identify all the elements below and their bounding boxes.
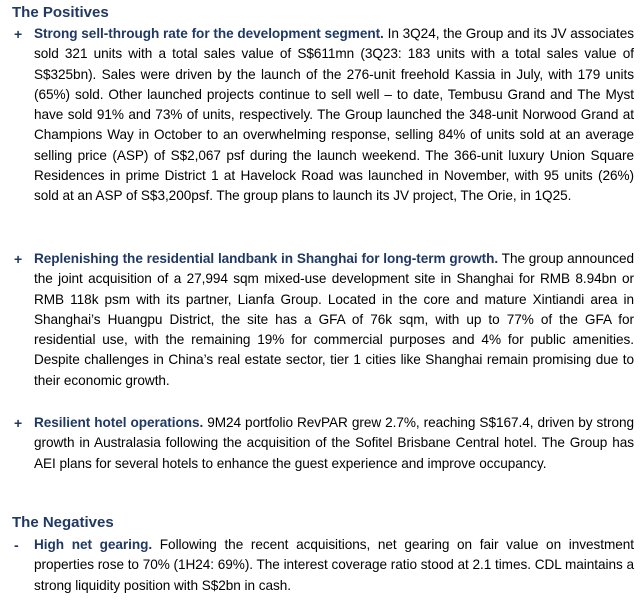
positive-item-lead: Replenishing the residential landbank in Shanghai for long-term growth. bbox=[34, 251, 499, 266]
positive-item-hotel bbox=[12, 413, 634, 474]
negative-item-gearing bbox=[12, 535, 634, 596]
plus-bullet: + bbox=[14, 251, 23, 267]
negative-item-body: Following the recent acquisitions, net gearing on fair value on investment properties rose to 70% (1H24: 69%). The interest coverage ratio stood at 2.1 times. CDL maintains a strong liquidity position with S$2bn in cash. bbox=[34, 537, 634, 593]
positive-item-text bbox=[34, 24, 634, 207]
negatives-heading: The Negatives bbox=[12, 514, 114, 531]
positives-heading: The Positives bbox=[12, 4, 109, 21]
positive-item-text bbox=[34, 249, 634, 391]
positive-item-sell-through bbox=[12, 24, 634, 207]
positive-item-body: In 3Q24, the Group and its JV associates sold 321 units with a total sales value of S$611mn (3Q23: 183 units with a total sales value of S$325bn). Sales were driven by the launch of the 276-unit freehold Kassia in July, with 179 units (65%) sold. Other launched projects continue to sell well – to date, Tembusu Grand and The Myst have sold 91% and 73% of units, respectively. The Group launched the 348-unit Norwood Grand at Champions Way in October to an overwhelming response, selling 84% of units sold at an average selling price (ASP) of S$2,067 psf during the launch weekend. The 366-unit luxury Union Square Residences in prime District 1 at Havelock Road was launched in November, with 95 units (26%) sold at an ASP of S$3,200psf. The group plans to launch its JV project, The Orie, in 1Q25. bbox=[34, 26, 634, 204]
minus-bullet: - bbox=[14, 537, 19, 553]
negative-item-text bbox=[34, 535, 634, 596]
positive-item-body: The group announced the joint acquisition of a 27,994 sqm mixed-use development site in Shanghai for RMB 8.94bn or RMB 118k psm with its partner, Lianfa Group. Located in the core and mature Xintiandi area in Shanghai’s Huangpu District, the site has a GFA of 76k sqm, with up to 77% of the GFA for residential use, with the remaining 19% for commercial purposes and 4% for public amenities. Despite challenges in China’s real estate sector, tier 1 cities like Shanghai remain promising due to their economic growth. bbox=[34, 251, 634, 388]
positive-item-lead: Resilient hotel operations. bbox=[34, 415, 204, 430]
positive-item-text bbox=[34, 413, 634, 474]
positive-item-lead: Strong sell-through rate for the development segment. bbox=[34, 26, 384, 41]
positive-item-landbank bbox=[12, 249, 634, 391]
positive-item-body: 9M24 portfolio RevPAR grew 2.7%, reaching S$167.4, driven by strong growth in Australasia following the acquisition of the Sofitel Brisbane Central hotel. The Group has AEI plans for several hotels to enhance the guest experience and improve occupancy. bbox=[34, 415, 634, 471]
plus-bullet: + bbox=[14, 26, 23, 42]
negative-item-lead: High net gearing. bbox=[34, 537, 153, 552]
plus-bullet: + bbox=[14, 415, 23, 431]
